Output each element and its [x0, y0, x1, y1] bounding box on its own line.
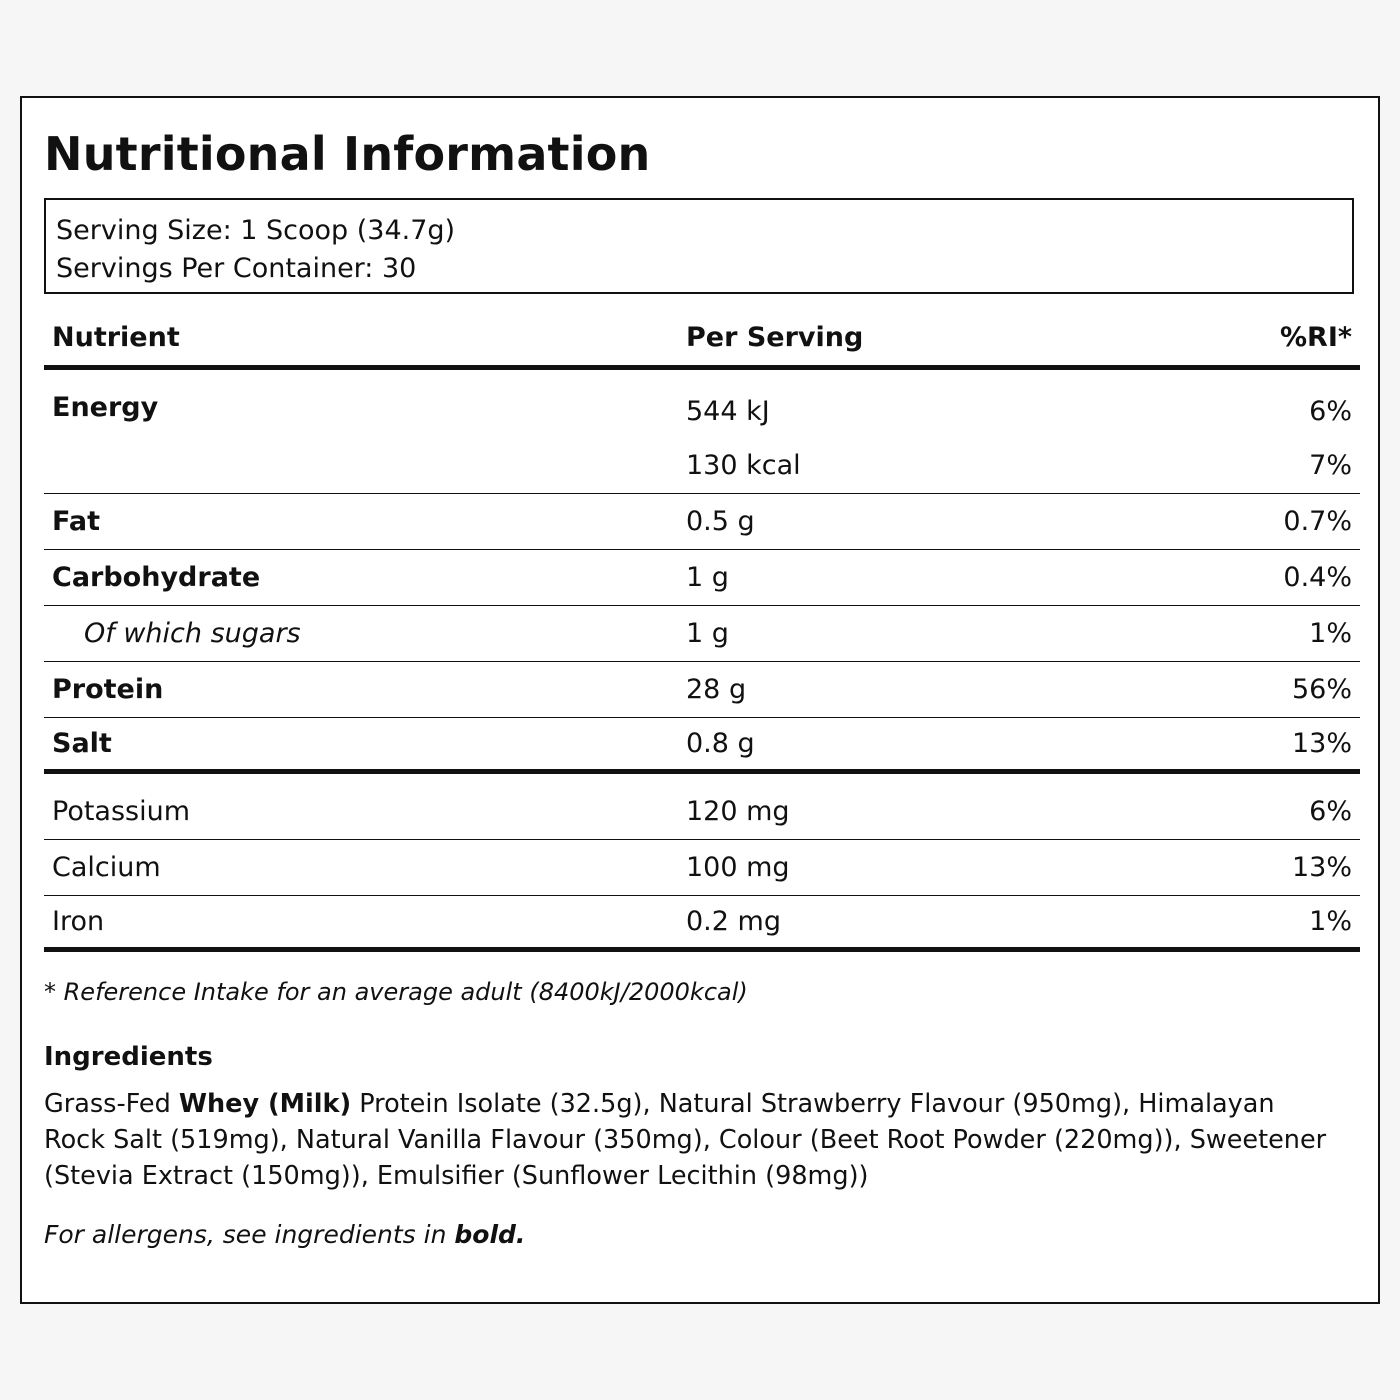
header-nutrient: Nutrient: [52, 322, 180, 353]
energy-values: [686, 370, 1186, 493]
nutrient-value: 28 g: [686, 674, 747, 705]
energy-ri: [1186, 370, 1360, 493]
nutrient-ri: 0.7%: [1283, 506, 1352, 537]
nutrient-name: Protein: [52, 674, 164, 705]
allergen-note: [44, 1220, 525, 1249]
ingredients-text: [44, 1086, 1334, 1194]
nutrient-ri: 0.4%: [1283, 562, 1352, 593]
energy-kcal: 130 kcal: [686, 449, 801, 481]
ri-footnote: * Reference Intake for an average adult (8400kJ/2000kcal): [44, 978, 748, 1006]
ingredients-heading: Ingredients: [44, 1042, 213, 1072]
ingredients-allergen: Whey (Milk): [178, 1089, 352, 1119]
table-row-sugars: [44, 606, 1360, 662]
nutrient-value: 1 g: [686, 562, 729, 593]
ingredients-prefix: Grass-Fed: [44, 1089, 179, 1119]
nutrient-ri: 56%: [1291, 674, 1352, 705]
nutrient-name: Carbohydrate: [52, 562, 261, 593]
nutrient-name: Iron: [52, 906, 105, 937]
nutrient-ri: 1%: [1309, 906, 1352, 937]
table-row-potassium: [44, 774, 1360, 840]
nutrient-name: Energy: [52, 392, 159, 423]
page-title: Nutritional Information: [44, 127, 651, 181]
table-row-fat: [44, 494, 1360, 550]
energy-kj: 544 kJ: [686, 395, 770, 427]
nutrient-ri: 13%: [1291, 728, 1352, 759]
nutrition-panel: [20, 96, 1380, 1304]
nutrient-value: 1 g: [686, 618, 729, 649]
header-ri: %RI*: [1279, 322, 1352, 353]
nutrient-value: 100 mg: [686, 852, 790, 883]
nutrient-ri: 1%: [1309, 618, 1352, 649]
nutrient-value: 0.5 g: [686, 506, 755, 537]
servings-per-container: Servings Per Container: 30: [56, 253, 417, 284]
nutrient-name: Salt: [52, 728, 112, 759]
nutrient-name: Of which sugars: [84, 618, 301, 649]
nutrient-name: Fat: [52, 506, 100, 537]
allergen-note-bold: bold.: [454, 1220, 526, 1249]
table-header: [44, 310, 1360, 370]
serving-info-box: [44, 198, 1354, 294]
table-row-protein: [44, 662, 1360, 718]
table-row-carbohydrate: [44, 550, 1360, 606]
nutrient-value: 0.8 g: [686, 728, 755, 759]
ingredients-rest: Protein Isolate (32.5g), Natural Strawberry Flavour (950mg), Himalayan Rock Salt (519mg), Natural Vanilla Flavour (350mg), Colour (Beet Root Powder (220mg)), Sweetener (Stevia Extract (150mg)), Emulsifier (Sunflower Lecithin (98mg)): [44, 1089, 1327, 1191]
allergen-note-text: For allergens, see ingredients in: [44, 1220, 455, 1249]
table-row-iron: [44, 896, 1360, 952]
table-row-salt: [44, 718, 1360, 774]
nutrient-value: 0.2 mg: [686, 906, 781, 937]
nutrient-ri: 6%: [1309, 796, 1352, 827]
table-row-calcium: [44, 840, 1360, 896]
energy-kcal-ri: 7%: [1309, 449, 1352, 481]
nutrient-name: Potassium: [52, 796, 191, 827]
nutrition-table: [44, 310, 1360, 952]
table-row-energy: [44, 370, 1360, 494]
energy-kj-ri: 6%: [1309, 395, 1352, 427]
serving-size: Serving Size: 1 Scoop (34.7g): [56, 215, 456, 246]
nutrient-ri: 13%: [1291, 852, 1352, 883]
nutrient-name: Calcium: [52, 852, 161, 883]
nutrient-value: 120 mg: [686, 796, 790, 827]
header-per-serving: Per Serving: [686, 322, 864, 353]
